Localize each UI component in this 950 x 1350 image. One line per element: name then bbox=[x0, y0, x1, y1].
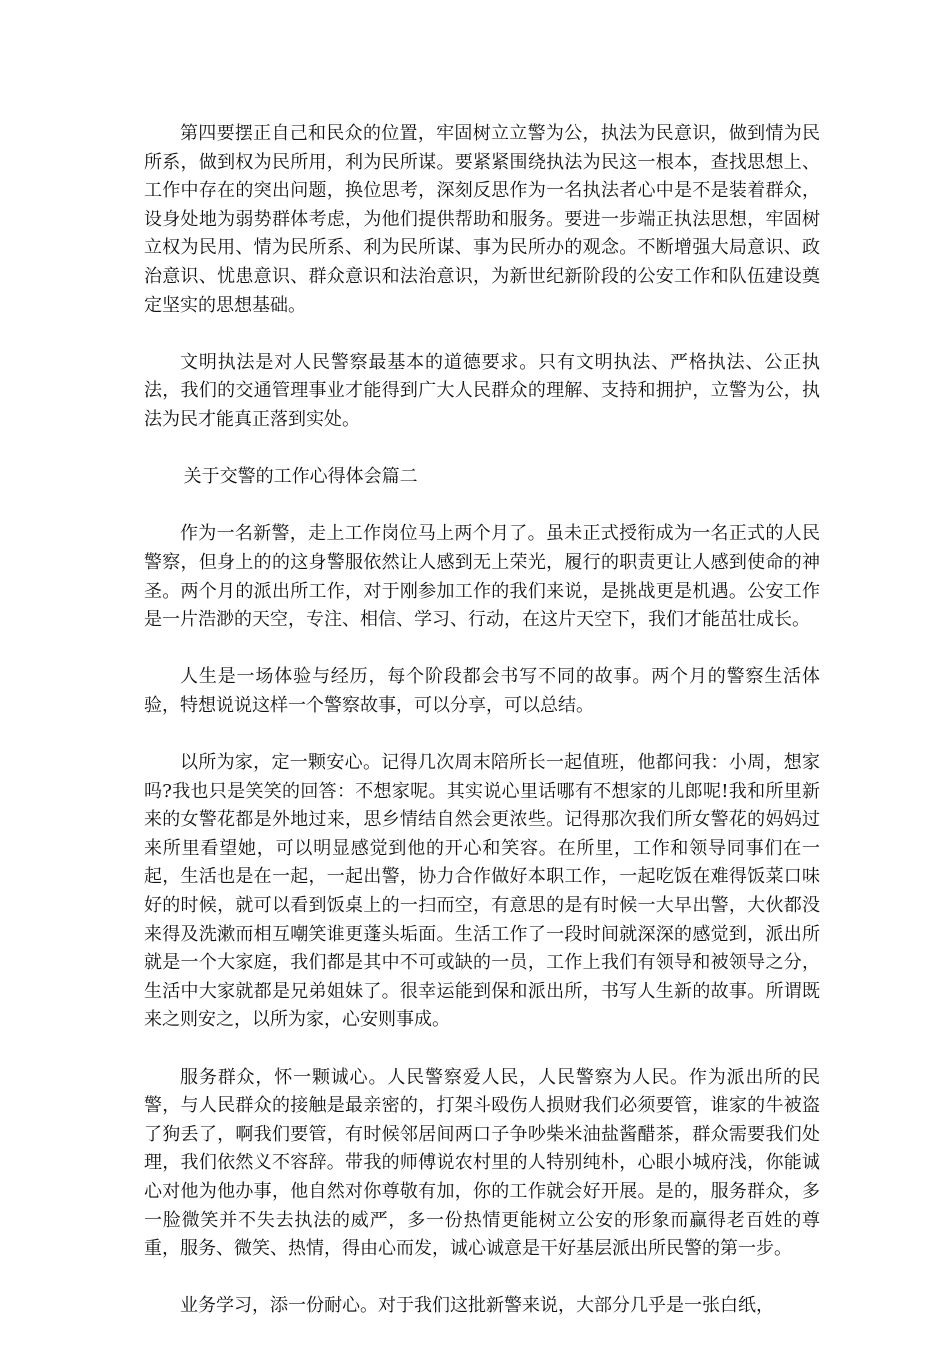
paragraph-station-as-home: 以所为家，定一颗安心。记得几次周末陪所长一起值班，他都问我：小周，想家吗?我也只是笑笑的回答：不想家呢。其实说心里话哪有不想家的儿郎呢!我和所里新来的女警花都是外地过来，思乡情结自然会更浓些。记得那次我们所女警花的妈妈过来所里看望她，可以明显感觉到他的开心和笑容。在所里，工作和领导同事们在一起，生活也是在一起，一起出警，协力合作做好本职工作，一起吃饭在难得饭菜口味好的时候，就可以看到饭桌上的一扫而空，有意思的是有时候一大早出警，大伙都没来得及洗漱而相互嘲笑谁更蓬头垢面。生活工作了一段时间就深深的感觉到，派出所就是一个大家庭，我们都是其中不可或缺的一员，工作上我们有领导和被领导之分，生活中大家就都是兄弟姐妹了。很幸运能到保和派出所，书写人生新的故事。所谓既来之则安之，以所为家，心安则事成。 bbox=[144, 752, 820, 1031]
paragraph-public-service: 第四要摆正自己和民众的位置，牢固树立立警为公，执法为民意识，做到情为民所系，做到权为民所用，利为民所谋。要紧紧围绕执法为民这一根本，查找思想上、工作中存在的突出问题，换位思考，深刻反思作为一名执法者心中是不是装着群众，设身处地为弱势群体考虑，为他们提供帮助和服务。要进一步端正执法思想，牢固树立权为民用、情为民所系、利为民所谋、事为民所办的观念。不断增强大局意识、政治意识、忧患意识、群众意识和法治意识，为新世纪新阶段的公安工作和队伍建设奠定坚实的思想基础。 bbox=[144, 123, 820, 316]
paragraph-serve-public: 服务群众，怀一颗诚心。人民警察爱人民，人民警察为人民。作为派出所的民警，与人民群众的接触是最亲密的，打架斗殴伤人损财我们必须要管，谁家的牛被盗了狗丢了，啊我们要管，有时候邻居间两口子争吵柴米油盐酱醋茶，群众需要我们处理，我们依然义不容辞。带我的师傅说农村里的人特别纯朴，心眼小城府浅，你能诚心对他为他办事，他自然对你尊敬有加，你的工作就会好开展。是的，服务群众，多一脸微笑并不失去执法的威严，多一份热情更能树立公安的形象而赢得老百姓的尊重，服务、微笑、热情，得由心而发，诚心诚意是干好基层派出所民警的第一步。 bbox=[144, 1066, 820, 1260]
paragraph-new-officer: 作为一名新警，走上工作岗位马上两个月了。虽未正式授衔成为一名正式的人民警察，但身上的的这身警服依然让人感到无上荣光，履行的职责更让人感到使命的神圣。两个月的派出所工作，对于刚参加工作的我们来说，是挑战更是机遇。公安工作是一片浩渺的天空，专注、相信、学习、行动，在这片天空下，我们才能茁壮成长。 bbox=[144, 523, 820, 631]
paragraph-professional-study: 业务学习，添一份耐心。对于我们这批新警来说，大部分几乎是一张白纸， bbox=[180, 1295, 774, 1317]
document-body bbox=[144, 120, 820, 1350]
section-title: 关于交警的工作心得体会篇二 bbox=[183, 466, 418, 488]
paragraph-life-experience: 人生是一场体验与经历，每个阶段都会书写不同的故事。两个月的警察生活体验，特想说说这样一个警察故事，可以分享，可以总结。 bbox=[144, 666, 820, 716]
paragraph-civilized-enforcement: 文明执法是对人民警察最基本的道德要求。只有文明执法、严格执法、公正执法，我们的交通管理事业才能得到广大人民群众的理解、支持和拥护，立警为公，执法为民才能真正落到实处。 bbox=[144, 351, 820, 430]
